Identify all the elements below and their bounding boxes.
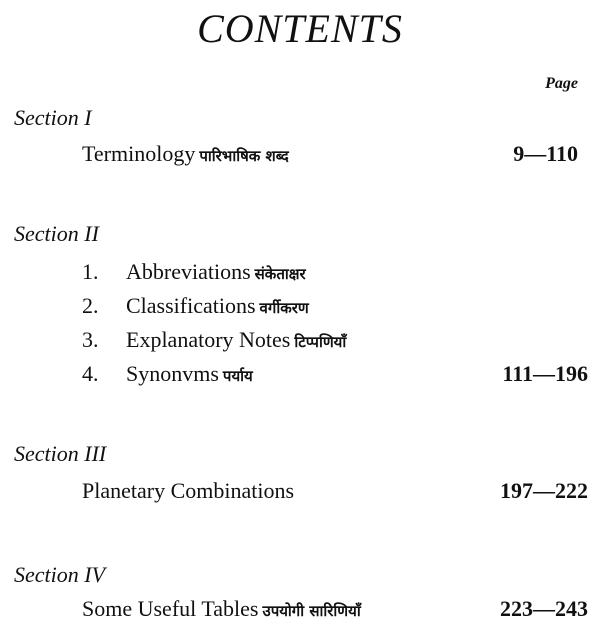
page-column-heading: Page [545, 75, 578, 92]
entry-number: 3. [82, 327, 99, 352]
entry-page-range: 9—110 [513, 141, 578, 166]
entry-hindi-label: उपयोगी सारिणियाँ [262, 602, 361, 620]
entry-label: Terminology [82, 141, 196, 166]
entry-number: 1. [82, 259, 99, 284]
toc-entry-synonyms [82, 360, 592, 390]
entry-hindi-label: पर्याय [222, 367, 253, 385]
section-heading-1: Section I [14, 105, 92, 130]
entry-page-range: 197—222 [500, 478, 588, 503]
toc-entry-useful-tables [82, 595, 592, 625]
entry-page-range: 223—243 [500, 596, 588, 621]
toc-entry-classifications [82, 292, 592, 322]
section-heading-4: Section IV [14, 562, 106, 587]
page-title: CONTENTS [197, 6, 403, 51]
entry-number: 4. [82, 361, 99, 386]
entry-number: 2. [82, 293, 99, 318]
toc-entry-planetary-combinations [82, 477, 592, 505]
entry-hindi-label: पारिभाषिक शब्द [199, 147, 289, 165]
entry-label: Synonvms [126, 361, 219, 386]
entry-hindi-label: संकेताक्षर [254, 265, 306, 283]
entry-hindi-label: टिप्पणियाँ [294, 333, 347, 351]
section-heading-2: Section II [14, 221, 99, 246]
entry-label: Planetary Combinations [82, 478, 295, 503]
entry-page-range: 111—196 [502, 361, 588, 386]
entry-hindi-label: वर्गीकरण [259, 299, 309, 317]
entry-label: Classifications [126, 293, 256, 318]
toc-entry-abbreviations [82, 258, 592, 288]
toc-entry-explanatory-notes [82, 326, 592, 356]
entry-label: Some Useful Tables [82, 596, 259, 621]
section-heading-3: Section III [14, 441, 107, 466]
entry-label: Explanatory Notes [126, 327, 291, 352]
toc-entry-terminology [82, 140, 592, 170]
entry-label: Abbreviations [126, 259, 251, 284]
